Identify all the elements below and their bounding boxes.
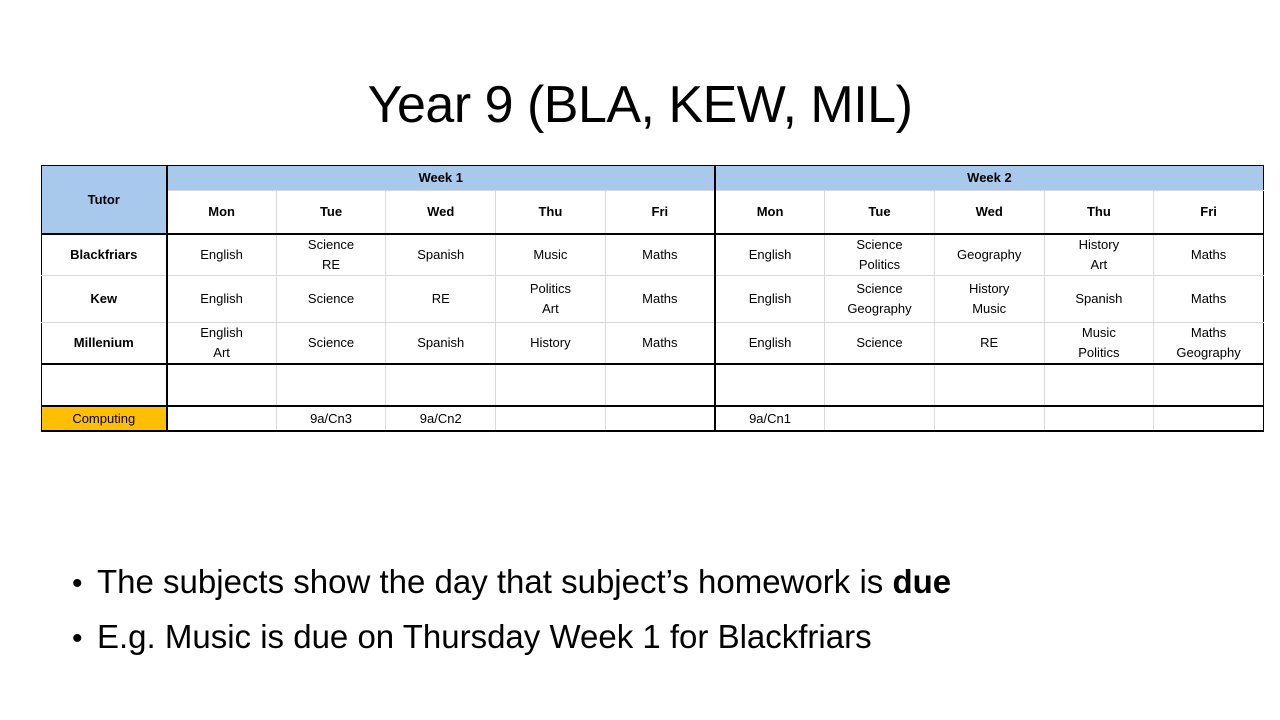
subject-cell (825, 276, 935, 323)
subject-name: Science (856, 237, 903, 252)
subject-name: English (748, 291, 792, 306)
subject-cell (605, 276, 715, 323)
tutor-name: Kew (42, 276, 167, 323)
day-header: Fri (1154, 191, 1264, 235)
empty-row (42, 364, 1264, 406)
day-header-row (42, 191, 1264, 235)
homework-timetable (41, 165, 1264, 432)
subject-cell (496, 276, 606, 323)
computing-cell (1154, 406, 1264, 431)
day-header: Fri (605, 191, 715, 235)
computing-cell (605, 406, 715, 431)
subject-name: Maths (642, 291, 678, 306)
subject-name: Art (1090, 257, 1108, 272)
subject-name: Maths (1190, 291, 1227, 306)
subject-cell (496, 323, 606, 365)
subject-cell (386, 234, 496, 276)
subject-cell (1044, 276, 1154, 323)
subject-name: Geography (957, 247, 1022, 262)
subject-cell (167, 276, 277, 323)
day-header: Tue (825, 191, 935, 235)
subject-name: RE (980, 335, 999, 350)
subject-cell (1044, 323, 1154, 365)
subject-name: Music (1081, 325, 1116, 340)
empty-cell (715, 364, 825, 406)
computing-cell (1044, 406, 1154, 431)
subject-name: Art (542, 301, 559, 316)
subject-cell (605, 234, 715, 276)
empty-cell (1044, 364, 1154, 406)
subject-cell (825, 234, 935, 276)
subject-cell (276, 234, 386, 276)
subject-cell (167, 234, 277, 276)
subject-cell (825, 323, 935, 365)
tutor-name: Blackfriars (42, 234, 167, 276)
week-2-header: Week 2 (715, 166, 1264, 191)
subject-cell (1154, 276, 1264, 323)
computing-cell (167, 406, 277, 431)
subject-name: English (200, 325, 243, 340)
subject-cell (496, 234, 606, 276)
empty-cell (496, 364, 606, 406)
subject-name: Politics (529, 281, 571, 296)
subject-name: RE (322, 257, 341, 272)
subject-name: Art (213, 345, 230, 360)
subject-cell (1044, 234, 1154, 276)
subject-cell (1154, 323, 1264, 365)
note-text (97, 555, 951, 608)
subject-name: English (748, 335, 792, 350)
subject-cell (276, 276, 386, 323)
day-header: Wed (934, 191, 1044, 235)
computing-cell: 9a/Cn3 (276, 406, 386, 431)
table-row (42, 276, 1264, 323)
day-header: Thu (496, 191, 606, 235)
subject-name: Politics (1078, 345, 1120, 360)
subject-name: Geography (1176, 345, 1241, 360)
empty-cell (276, 364, 386, 406)
subject-cell (715, 276, 825, 323)
subject-cell (386, 323, 496, 365)
subject-name: Geography (847, 301, 912, 316)
subject-name: English (200, 291, 243, 306)
subject-cell (386, 276, 496, 323)
subject-name: Music (533, 247, 568, 262)
computing-cell: 9a/Cn2 (386, 406, 496, 431)
subject-name: Science (307, 237, 355, 252)
subject-name: Spanish (1075, 291, 1123, 306)
subject-name: English (200, 247, 243, 262)
subject-cell (167, 323, 277, 365)
empty-tutor-cell (42, 364, 167, 406)
empty-cell (386, 364, 496, 406)
empty-cell (934, 364, 1044, 406)
subject-name: History (1078, 237, 1120, 252)
note-text: E.g. Music is due on Thursday Week 1 for Blackfriars (97, 618, 872, 655)
subject-cell (276, 323, 386, 365)
table-row (42, 323, 1264, 365)
tutor-header: Tutor (42, 166, 167, 235)
computing-cell (934, 406, 1044, 431)
computing-cell (825, 406, 935, 431)
subject-name: Maths (642, 335, 678, 350)
computing-cell: 9a/Cn1 (715, 406, 825, 431)
computing-cell (496, 406, 606, 431)
note-item (72, 555, 1222, 610)
week-header-row (42, 166, 1264, 191)
tutor-name: Millenium (42, 323, 167, 365)
subject-cell (715, 323, 825, 365)
day-header: Mon (715, 191, 825, 235)
subject-name: Science (856, 335, 903, 350)
subject-name: Spanish (417, 335, 465, 350)
subject-cell (1154, 234, 1264, 276)
day-header: Mon (167, 191, 277, 235)
empty-cell (167, 364, 277, 406)
day-header: Tue (276, 191, 386, 235)
day-header: Wed (386, 191, 496, 235)
subject-cell (605, 323, 715, 365)
empty-cell (1154, 364, 1264, 406)
bullet-icon: • (72, 622, 83, 655)
subject-name: English (748, 247, 792, 262)
empty-cell (605, 364, 715, 406)
subject-name: History (530, 335, 571, 350)
subject-name: Maths (642, 247, 678, 262)
computing-row (42, 406, 1264, 431)
subject-name: Spanish (417, 247, 465, 262)
subject-cell (934, 276, 1044, 323)
subject-name: Music (972, 301, 1007, 316)
table-row (42, 234, 1264, 276)
computing-label: Computing (42, 406, 167, 431)
week-1-header: Week 1 (167, 166, 715, 191)
day-header: Thu (1044, 191, 1154, 235)
subject-name: RE (431, 291, 450, 306)
subject-name: Science (307, 291, 355, 306)
bullet-icon: • (72, 567, 83, 600)
subject-name: Maths (1190, 325, 1227, 340)
note-item (72, 610, 1222, 665)
empty-cell (825, 364, 935, 406)
subject-name: Science (856, 281, 903, 296)
subject-cell (715, 234, 825, 276)
subject-cell (934, 323, 1044, 365)
subject-cell (934, 234, 1044, 276)
subject-name: Maths (1190, 247, 1227, 262)
subject-name: Science (307, 335, 355, 350)
notes-list (72, 555, 1222, 665)
note-text-bold: due (892, 563, 952, 600)
note-text-plain: The subjects show the day that subject’s homework is (97, 563, 893, 600)
slide-title: Year 9 (BLA, KEW, MIL) (367, 76, 913, 134)
subject-name: Politics (858, 257, 901, 272)
subject-name: History (968, 281, 1010, 296)
